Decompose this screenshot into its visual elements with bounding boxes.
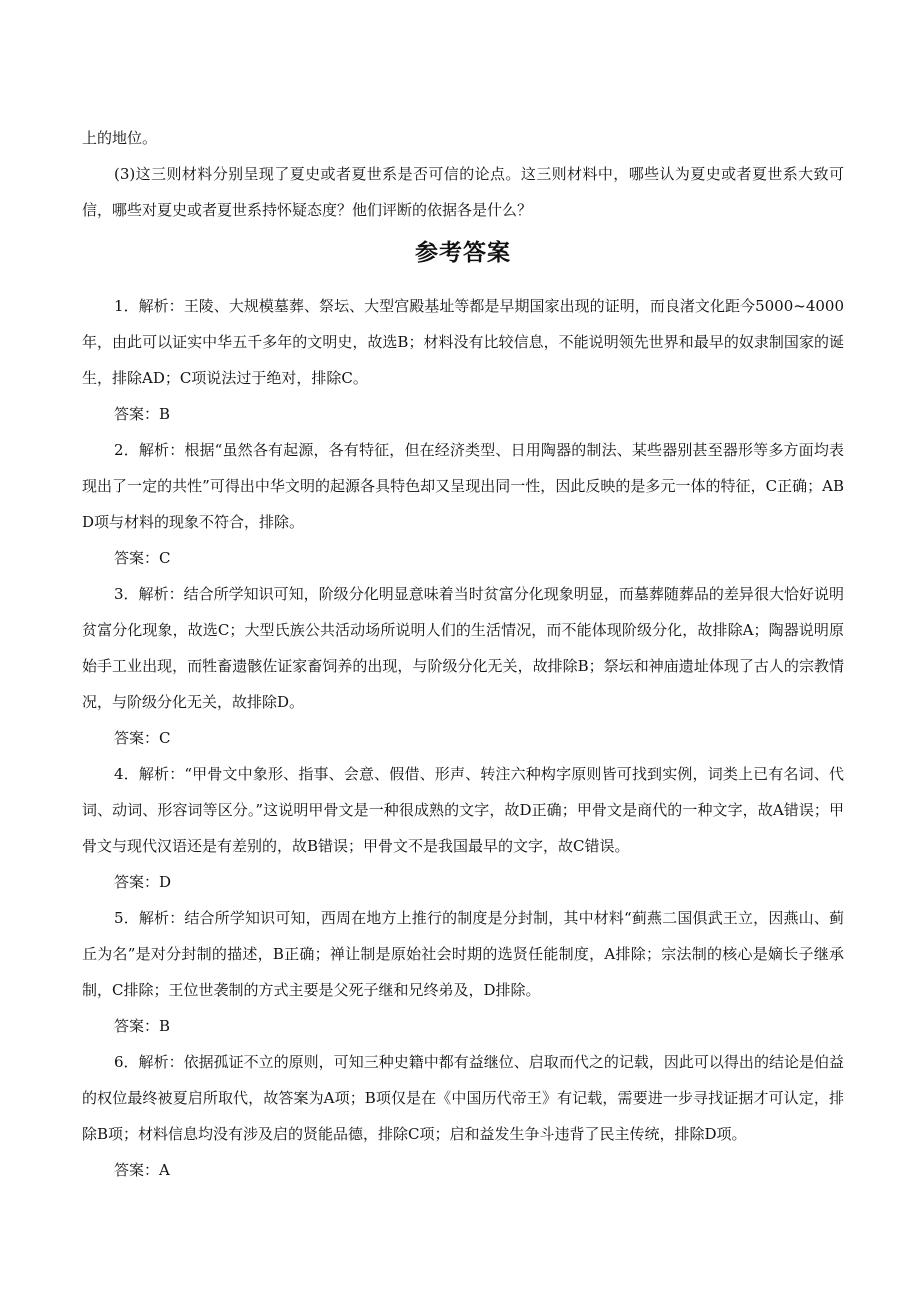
answer-item-1 — [82, 288, 844, 432]
answer-5: 答案：B — [114, 1017, 171, 1035]
document-page — [82, 120, 844, 1188]
answer-2: 答案：C — [114, 549, 171, 567]
answer-6: 答案：A — [114, 1161, 170, 1179]
explanation-6: 6．解析：依据孤证不立的原则，可知三种史籍中都有益继位、启取而代之的记载，因此可以得出的结论是伯益的权位最终被夏启所取代，故答案为A项；B项仅是在《中国历代帝王》有记载，需要进一步寻找证据才可认定，排除B项；材料信息均没有涉及启的贤能品德，排除C项；启和益发生争斗违背了民主传统，排除D项。 — [82, 1053, 844, 1143]
answer-item-5 — [82, 900, 844, 1044]
answer-1: 答案：B — [114, 405, 171, 423]
question-3: (3)这三则材料分别呈现了夏史或者夏世系是否可信的论点。这三则材料中，哪些认为夏史或者夏世系大致可信，哪些对夏史或者夏世系持怀疑态度？他们评断的依据各是什么？ — [82, 165, 844, 219]
answer-key-heading: 参考答案 — [415, 240, 511, 266]
explanation-1: 1．解析：王陵、大规模墓葬、祭坛、大型宫殿基址等都是早期国家出现的证明，而良渚文化距今5000~4000年，由此可以证实中华五千多年的文明史，故选B；材料没有比较信息，不能说明领先世界和最早的奴隶制国家的诞生，排除AD；C项说法过于绝对，排除C。 — [82, 297, 844, 387]
answer-item-6 — [82, 1044, 844, 1188]
answer-4: 答案：D — [114, 873, 172, 891]
answer-item-4 — [82, 756, 844, 900]
explanation-2: 2．解析：根据“虽然各有起源，各有特征，但在经济类型、日用陶器的制法、某些器别甚至器形等多方面均表现出了一定的共性”可得出中华文明的起源各具特色却又呈现出同一性，因此反映的是多元一体的特征，C正确；ABD项与材料的现象不符合，排除。 — [82, 441, 844, 531]
intro-continuation: 上的地位。 — [82, 129, 158, 147]
explanation-4: 4．解析：“甲骨文中象形、指事、会意、假借、形声、转注六种构字原则皆可找到实例，词类上已有名词、代词、动词、形容词等区分。”这说明甲骨文是一种很成熟的文字，故D正确；甲骨文是商代的一种文字，故A错误；甲骨文与现代汉语还是有差别的，故B错误；甲骨文不是我国最早的文字，故C错误。 — [82, 765, 844, 855]
answer-item-3 — [82, 576, 844, 756]
answer-item-2 — [82, 432, 844, 576]
answer-3: 答案：C — [114, 729, 171, 747]
explanation-3: 3．解析：结合所学知识可知，阶级分化明显意味着当时贫富分化现象明显，而墓葬随葬品的差异很大恰好说明贫富分化现象，故选C；大型氏族公共活动场所说明人们的生活情况，而不能体现阶级分化，故排除A；陶器说明原始手工业出现，而牲畜遗骸佐证家畜饲养的出现，与阶级分化无关，故排除B；祭坛和神庙遗址体现了古人的宗教情况，与阶级分化无关，故排除D。 — [82, 585, 844, 711]
explanation-5: 5．解析：结合所学知识可知，西周在地方上推行的制度是分封制，其中材料“蓟燕二国俱武王立，因燕山、蓟丘为名”是对分封制的描述，B正确；禅让制是原始社会时期的选贤任能制度，A排除；宗法制的核心是嫡长子继承制，C排除；王位世袭制的方式主要是父死子继和兄终弟及，D排除。 — [82, 909, 844, 999]
